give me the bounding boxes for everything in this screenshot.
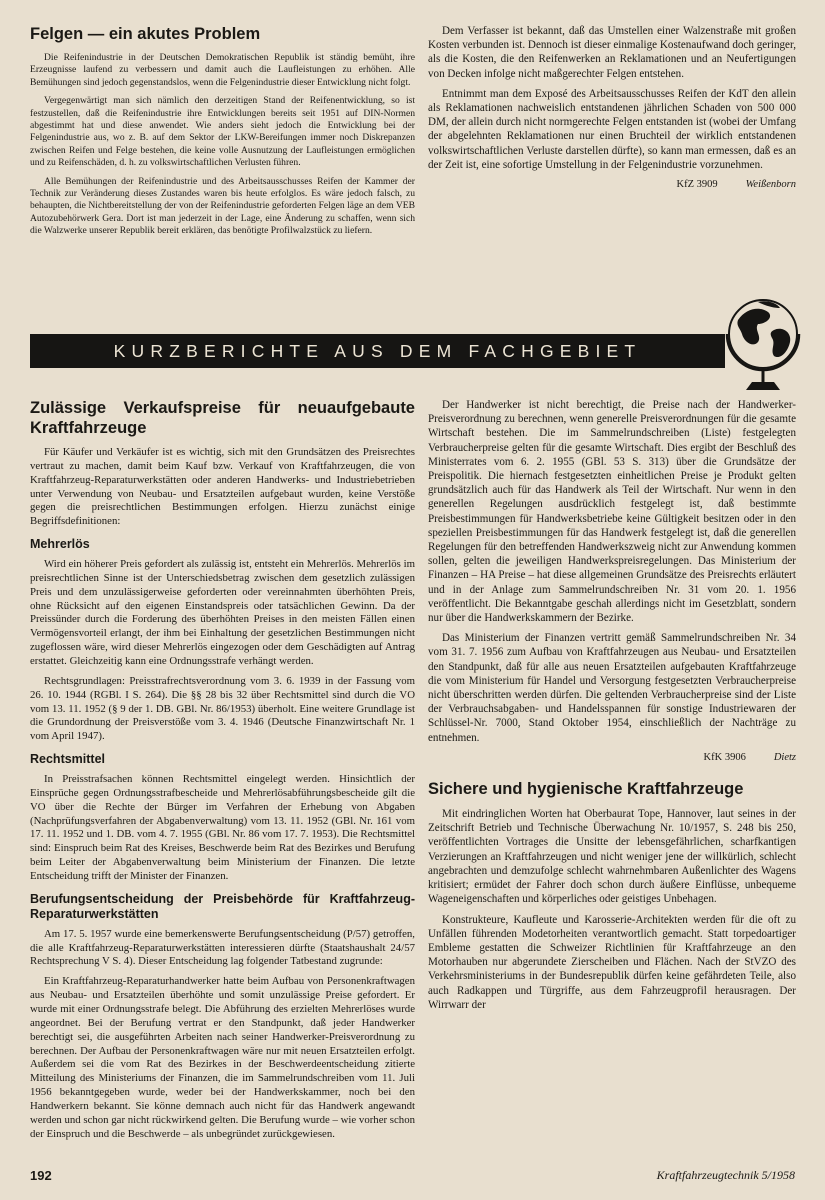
paragraph: Alle Bemühungen der Reifenindustrie und des Arbeitsausschusses Reifen der Kammer der Technik zur Veränderung dieses Zustandes waren bis heute erfolglos. Es wäre jedoch falsch, zu behaupten, die Nichtbereitstellung der von der Reifenindustrie geforderten Felgen läge an dem VEB Autozubehörwerk Gera. Dort ist man jederzeit in der Lage, eine Änderung zu schaffen, wenn sich die Walzwerke unserer Republik bereit erklären, das benötigte Profilwalzstück zu liefern. — [30, 175, 415, 237]
section-banner — [30, 334, 725, 368]
paragraph: Rechtsgrundlagen: Preisstrafrechtsverordnung vom 3. 6. 1939 in der Fassung vom 26. 10. 1944 (RGBl. I S. 264). Die §§ 28 bis 32 über Rechtsmittel sind durch die VO vom 13. 11. 1952 (§ 9 der 1. DB. GBl. Nr. 86/1953) überholt. Eine weitere Grundlage ist die Grundordnung der Preisverstöße vom 3. 4. 1946 (Deutsche Finanzwirtschaft Nr. 1 vom April 1947). — [30, 674, 415, 743]
subheading: Berufungsentscheidung der Preisbehörde für Kraftfahrzeug-Reparaturwerkstätten — [30, 891, 415, 921]
author: Dietz — [773, 751, 796, 763]
signature — [428, 178, 796, 192]
paragraph: Dem Verfasser ist bekannt, daß das Umstellen einer Walzenstraße mit großen Kosten verbunden ist. Dennoch ist dieser einmalige Kostenaufwand doch geringer, als die Kosten, die den Reifenwerken an Reklamationen und an Neufertigungen von Decken infolge nicht maßgerechter Felgen entstehen. — [428, 25, 796, 80]
globe-icon — [718, 290, 808, 395]
article-code: KfK 3906 — [703, 751, 746, 763]
journal-reference: Kraftfahrzeugtechnik 5/1958 — [656, 1168, 795, 1182]
paragraph: Die Reifenindustrie in der Deutschen Demokratischen Republik ist ständig bemüht, ihre Erzeugnisse laufend zu verbessern und damit auch die Laufleistungen zu erhöhen. Alle Bemühungen sind jedoch gegenstandslos, wenn die Felgenindustrie dieser Entwicklung nicht folgt. — [30, 52, 415, 88]
paragraph: Der Handwerker ist nicht berechtigt, die Preise nach der Handwerker-Preisverordnung zu berechnen, wenn generelle Preisverordnungen für die gesamte Wirtschaft bestehen. Die im Sammelrundschreiben (Liste) festgelegten Verbraucherpreise gelten für die gesamte Wirtschaft. Dies ergibt der Beschluß des Ministerrates vom 6. 2. 1955 (GBl. 53 S. 313) über die Grundsätze der Preispolitik. Die hiernach festgesetzten einheitlichen Preise je Produkt gelten grundsätzlich auch für das Handwerk als Teil der Wirtschaft. Nur wenn in den generellen Regelungen ausdrücklich festgelegt ist, daß bestimmte Preisbestimmungen für Handwerksbetriebe keine Gültigkeit besitzen oder in den speziellen Preisbestimmungen für das Handwerk festgelegt ist, daß die generellen Regelungen für den betreffenden Handwerkszweig nicht zur Anwendung kommen sollen, gelten die jeweiligen Handwerkspreisregelungen. Das Ministerium der Finanzen – HA Preise – hat diese allgemeinen Grundsätze des Preisrechts erläutert und in der Anlage zum Sammelrundschreiben Nr. 31 vom 20. 1. 1956 veröffentlicht. Die Bekanntgabe geschah allerdings nicht im Gesetzblatt, sondern nur über die Handwerkskammern der Bezirke. — [428, 399, 796, 625]
article-title: Zulässige Verkaufspreise für neuaufgebaute Kraftfahrzeuge — [30, 399, 415, 437]
paragraph: Mit eindringlichen Worten hat Oberbaurat Tope, Hannover, laut seines in der Zeitschrift Betrieb und Technische Überwachung Nr. 10/1957, S. 248 bis 250, veröffentlichten Vortrages die Unsitte der lebensgefährlichen, scharfkantigen Verzierungen an Kraftfahrzeugen und nicht weniger jene der willkürlich, schlecht angebrachten und demzufolge schlecht wahrnehmbaren Außenlichter des Wagens kritisiert; ermüdet der Fahrer doch schon durch äußere Einflüsse, unbequeme Wageneigenschaften und körperliches oder geistiges Unbehagen. — [428, 808, 796, 906]
signature — [428, 751, 796, 765]
paragraph: Konstrukteure, Kaufleute und Karosserie-Architekten werden für die oft zu Unfällen führenden Modetorheiten verantwortlich gemacht. Statt torpedoartiger Embleme gestatten die Schweizer Richtlinien für Kraftfahrzeuge an den Motorhauben nur abgerundete Zierscheiben und Flächen. Nach der StVZO des Verkehrsministeriums in der Bundesrepublik dürfen keine gefährdeten Teile, also auch Radkappen und Türgriffe, aus dem Fahrzeugprofil herausragen. Der Wirrwarr der — [428, 913, 796, 1011]
paragraph: Das Ministerium der Finanzen vertritt gemäß Sammelrundschreiben Nr. 34 vom 31. 7. 1956 zum Aufbau von Kraftfahrzeugen aus Neubau- und Ersatzteilen den Standpunkt, daß für alle aus neuen Ersatzteilen aufgebauten Kraftfahrzeuge die vom Ministerium für Handel und Versorgung festgesetzten Verbraucherpreise nicht überschritten werden dürfen. Die geltenden Verbraucherpreise sind der Liste der Verbrauchsabgaben- und Handelsspannen für sonstige Industriewaren der Schlüssel-Nr. 7000, Stand Oktober 1954, einschließlich der Nachträge zu entnehmen. — [428, 632, 796, 744]
article-title: Felgen — ein akutes Problem — [30, 25, 261, 43]
subheading: Mehrerlös — [30, 537, 90, 552]
article-felgen-left — [30, 24, 415, 244]
author: Weißenborn — [745, 179, 796, 191]
section-banner-label: KURZBERICHTE AUS DEM FACHGEBIET — [113, 340, 642, 361]
paragraph: Für Käufer und Verkäufer ist es wichtig, sich mit den Grundsätzen des Preisrechtes vertraut zu machen, damit beim Kauf bzw. Verkauf von Kraftfahrzeugen, die von Kraftfahrzeug-Reparaturwerkstätten oder anderen Handwerks- und Industriebetrieben unter Verwendung von Neubau- und Ersatzteilen aufgebaut wurden, keine Verstöße gegen die preisrechtlichen Bestimmungen erfolgen. Hierzu zunächst einige Begriffsdefinitionen: — [30, 446, 415, 528]
paragraph: Entnimmt man dem Exposé des Arbeitsausschusses Reifen der KdT den allein als Reklamationen nachweislich entstandenen jährlichen Schaden von 500 000 DM, der allein durch nicht normgerechte Felgen entstanden ist (wobei der Umfang der abgelehnten Reklamationen nur einen Bruchteil der wirklich entstandenen volkswirtschaftlichen Verluste darstellen dürfte), so kann man ermessen, daß es an der Zeit ist, eine sofortige Umstellung in der Felgenindustrie vorzunehmen. — [428, 87, 796, 171]
article-verkaufspreise-right — [428, 398, 796, 1018]
page-number: 192 — [30, 1168, 52, 1183]
subheading: Rechtsmittel — [30, 752, 106, 767]
paragraph: In Preisstrafsachen können Rechtsmittel eingelegt werden. Hinsichtlich der Einsprüche gegen Ordnungsstrafbescheide und Mehrerlösabführungsbescheide gilt die VO über die Rechte der Bürger im Verfahren der Erhebung von Abgaben (Nachprüfungsverfahren der Abgabenverwaltung) vom 13. 11. 1952 (GBl. Nr. 161 vom 17. 11. 1952 und 1. DB. vom 4. 7. 1955 (GBl. Nr. 86 vom 17. 7. 1953). Die Rechtsmittel sind: Einspruch beim Rat des Kreises, Beschwerde beim Rat des Bezirkes und Berufung beim Leiter der Abgabenverwaltung beim Ministerium der Finanzen. Die letzte Entscheidung trifft der Minister der Finanzen. — [30, 773, 415, 882]
paragraph: Ein Kraftfahrzeug-Reparaturhandwerker hatte beim Aufbau von Personenkraftwagen aus Neubau- und Ersatzteilen überhöhte und somit unzulässige Preise gefordert. Er wurde mit einer Ordnungsstrafe belegt. Die Abführung des erzielten Mehrerlöses wurde angeordnet. Bei der Berufung vertrat er den Standpunkt, daß jeder Handwerker berechtigt sei, die ausgeführten Arbeiten nach seiner Handwerker-Preisverordnung zu berechnen. Der Aufbau der Personenkraftwagen wäre nur mit neuen Ersatzteilen erfolgt. Außerdem sei die vom Rat des Bezirkes in der Beschwerdeentscheidung zitierte Mitteilung des Ministeriums der Finanzen, die im Sammelrundschreiben vom 11. Juli 1956 bekanntgegeben wurde, weder bei der Handwerkskammer, noch bei den Handwerkern bekannt. Sie könne demnach auch nicht für das Handwerk angewandt werden und schon gar nicht rückwirkend gelten. Die Berufung wurde – wie vorher schon der Einspruch und die Beschwerde – als unbegründet zurückgewiesen. — [30, 975, 415, 1140]
paragraph: Am 17. 5. 1957 wurde eine bemerkenswerte Berufungsentscheidung (P/57) getroffen, die alle Kraftfahrzeug-Reparaturwerkstätten interessieren dürfte (Staatshaushalt 24/57 Rechtsprechung V S. 4). Dieser Entscheidung lag folgender Tatbestand zugrunde: — [30, 927, 415, 968]
article-title: Sichere und hygienische Kraftfahrzeuge — [428, 780, 744, 799]
paragraph: Wird ein höherer Preis gefordert als zulässig ist, entsteht ein Mehrerlös. Mehrerlös im preisrechtlichen Sinne ist der Unterschiedsbetrag zwischen dem gesetzlich zulässigen Preis und dem unzulässigerweise geforderten oder vereinnahmten überhöhten Preis, ohne Rücksicht auf den eigenen Einstandspreis oder tatsächlichen Gewinn. Da der Preissünder durch die Forderung des überhöhten Preises in den meisten Fällen einen Vermögensvorteil erlangt, der ihm bei Einhaltung der gesetzlichen Bestimmungen nicht zugeflossen wäre, wird dieser Mehrerlös eingezogen oder dem Geschädigten auf Antrag erstattet. Gleichzeitig kann eine Ordnungsstrafe verhängt werden. — [30, 558, 415, 667]
article-felgen-right — [428, 24, 796, 192]
article-code: KfZ 3909 — [676, 179, 718, 191]
article-verkaufspreise-left — [30, 398, 415, 1141]
paragraph: Vergegenwärtigt man sich nämlich den derzeitigen Stand der Reifenentwicklung, so ist festzustellen, daß die Reifenindustrie ihre Entwicklungen bereits seit 1951 auf DIN-Normen abgestimmt hat und diese anwendet. Wie anders sieht jedoch die Entwicklung bei der Felgenindustrie aus, wo z. B. auf dem Sektor der LKW-Bereifungen immer noch Diskrepanzen zwischen Reifen und Felge bestehen, die keine volle Ausnutzung der Laufleistungen ermöglichen und zu Reifenschäden, d. h. zu volkswirtschaftlichen Verlusten führen. — [30, 95, 415, 169]
